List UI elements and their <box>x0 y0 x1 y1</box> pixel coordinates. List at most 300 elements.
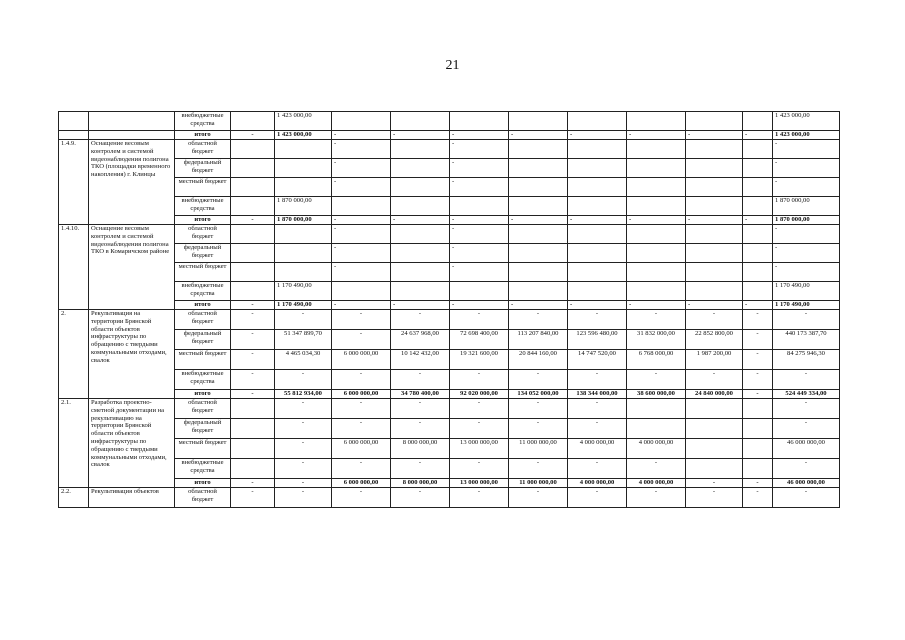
table-cell <box>743 439 773 459</box>
table-cell: 134 052 000,00 <box>509 390 568 399</box>
table-cell <box>743 282 773 301</box>
table-cell <box>332 197 391 216</box>
table-cell: - <box>743 330 773 350</box>
table-cell: - <box>332 131 391 140</box>
table-cell: - <box>450 301 509 310</box>
table-cell: - <box>686 301 743 310</box>
table-row <box>59 310 840 330</box>
table-cell: местный бюджет <box>175 350 231 370</box>
table-cell: 1 987 200,00 <box>686 350 743 370</box>
table-cell <box>743 140 773 159</box>
table-cell: - <box>686 479 743 488</box>
table-cell: - <box>391 399 450 419</box>
table-cell <box>231 159 275 178</box>
table-cell <box>332 112 391 131</box>
table-cell <box>275 140 332 159</box>
table-cell <box>627 140 686 159</box>
table-cell: - <box>450 419 509 439</box>
table-cell: - <box>743 370 773 390</box>
table-cell: - <box>332 370 391 390</box>
table-row <box>59 301 840 310</box>
table-cell: - <box>509 419 568 439</box>
table-cell: - <box>275 479 332 488</box>
table-cell: - <box>231 310 275 330</box>
table-cell <box>231 112 275 131</box>
table-cell: 51 347 899,70 <box>275 330 332 350</box>
sum-cell: 1 423 000,00 <box>773 131 840 140</box>
table-cell: - <box>686 310 743 330</box>
table-row <box>59 112 840 131</box>
table-cell <box>275 178 332 197</box>
table-cell <box>743 419 773 439</box>
table-cell: местный бюджет <box>175 263 231 282</box>
table-row <box>59 197 840 216</box>
table-cell: 24 637 968,00 <box>391 330 450 350</box>
table-cell <box>743 197 773 216</box>
total-label: итого <box>175 131 231 140</box>
table-cell: 138 344 000,00 <box>568 390 627 399</box>
table-cell: 4 000 000,00 <box>568 479 627 488</box>
table-cell <box>627 263 686 282</box>
table-row <box>59 159 840 178</box>
table-cell <box>686 419 743 439</box>
table-row <box>59 390 840 399</box>
table-cell: - <box>450 244 509 263</box>
table-cell: - <box>275 310 332 330</box>
table-row <box>59 282 840 301</box>
table-row <box>59 140 840 159</box>
table-cell: 22 852 800,00 <box>686 330 743 350</box>
table-cell: 72 698 400,00 <box>450 330 509 350</box>
item-number: 2.1. <box>59 399 89 488</box>
table-cell: - <box>391 459 450 479</box>
table-cell: внебюджетные средства <box>175 370 231 390</box>
table-cell <box>509 178 568 197</box>
table-cell <box>627 197 686 216</box>
table-cell: 4 465 034,30 <box>275 350 332 370</box>
table-cell: - <box>450 488 509 508</box>
table-cell <box>686 282 743 301</box>
table-cell: областной бюджет <box>175 225 231 244</box>
table-cell <box>231 197 275 216</box>
table-cell: - <box>509 310 568 330</box>
table-cell: - <box>332 225 391 244</box>
table-cell: - <box>332 244 391 263</box>
table-cell: - <box>568 310 627 330</box>
table-cell: - <box>332 159 391 178</box>
table-row <box>59 488 840 508</box>
table-cell: итого <box>175 390 231 399</box>
table-cell: 10 142 432,00 <box>391 350 450 370</box>
item-name: Разработка проектно-сметной документации на рекультивацию на территории Брянской области объектов инфраструктуры по обращению с твердыми коммунальными отходами, свалок <box>89 399 175 488</box>
table-cell: - <box>391 370 450 390</box>
table-cell: - <box>686 488 743 508</box>
table-cell <box>686 159 743 178</box>
table-cell <box>509 140 568 159</box>
table-cell: - <box>773 488 840 508</box>
table-cell <box>743 112 773 131</box>
table-cell: - <box>391 131 450 140</box>
table-cell: 92 020 000,00 <box>450 390 509 399</box>
table-cell <box>686 439 743 459</box>
table-cell: - <box>332 301 391 310</box>
table-cell: областной бюджет <box>175 140 231 159</box>
table-cell: 31 832 000,00 <box>627 330 686 350</box>
table-row <box>59 263 840 282</box>
table-cell: - <box>686 131 743 140</box>
table-cell <box>231 263 275 282</box>
table-cell <box>509 197 568 216</box>
table-cell <box>231 178 275 197</box>
table-cell: - <box>773 178 840 197</box>
table-cell: федеральный бюджет <box>175 159 231 178</box>
table-cell <box>231 140 275 159</box>
table-cell: 34 780 400,00 <box>391 390 450 399</box>
value-cell: 1 870 000,00 <box>275 216 332 225</box>
table-cell <box>450 112 509 131</box>
table-cell: - <box>509 488 568 508</box>
table-row <box>59 479 840 488</box>
table-cell: 20 844 160,00 <box>509 350 568 370</box>
table-cell <box>275 244 332 263</box>
table-cell <box>509 282 568 301</box>
table-cell: - <box>231 301 275 310</box>
table-cell <box>59 131 89 140</box>
item-number: 1.4.10. <box>59 225 89 310</box>
table-cell: - <box>743 488 773 508</box>
table-cell: - <box>450 399 509 419</box>
table-cell <box>568 244 627 263</box>
table-cell <box>231 225 275 244</box>
table-cell: - <box>509 216 568 225</box>
table-cell: - <box>332 140 391 159</box>
table-cell <box>627 282 686 301</box>
table-cell: 6 000 000,00 <box>332 350 391 370</box>
table-cell: - <box>509 301 568 310</box>
table-cell <box>231 459 275 479</box>
table-cell <box>231 282 275 301</box>
table-cell: - <box>231 350 275 370</box>
table-cell <box>686 112 743 131</box>
table-cell: - <box>275 488 332 508</box>
table-cell <box>743 399 773 419</box>
table-cell: - <box>568 459 627 479</box>
table-cell <box>686 399 743 419</box>
table-cell <box>391 140 450 159</box>
table-cell: - <box>509 370 568 390</box>
table-cell <box>391 197 450 216</box>
table-cell: - <box>332 178 391 197</box>
table-cell <box>627 178 686 197</box>
table-row <box>59 439 840 459</box>
table-row <box>59 225 840 244</box>
table-row <box>59 178 840 197</box>
table-cell: 46 000 000,00 <box>773 479 840 488</box>
table-cell <box>275 225 332 244</box>
table-cell: 55 812 934,00 <box>275 390 332 399</box>
table-cell <box>568 140 627 159</box>
table-cell: - <box>275 399 332 419</box>
table-cell <box>231 399 275 419</box>
table-cell: - <box>743 479 773 488</box>
table-cell <box>743 178 773 197</box>
table-cell <box>627 112 686 131</box>
table-cell: - <box>773 140 840 159</box>
table-cell <box>391 112 450 131</box>
table-row <box>59 216 840 225</box>
table-row <box>59 244 840 263</box>
table-cell: - <box>743 390 773 399</box>
table-cell: федеральный бюджет <box>175 244 231 263</box>
table-cell: 6 000 000,00 <box>332 390 391 399</box>
table-cell: - <box>627 459 686 479</box>
table-cell: областной бюджет <box>175 399 231 419</box>
sum-cell: 1 170 490,00 <box>773 282 840 301</box>
table-cell: - <box>773 399 840 419</box>
table-cell <box>231 419 275 439</box>
table-cell: - <box>231 488 275 508</box>
table-cell: - <box>332 216 391 225</box>
item-number: 1.4.9. <box>59 140 89 225</box>
table-cell <box>450 282 509 301</box>
table-cell <box>686 178 743 197</box>
table-cell: - <box>627 131 686 140</box>
table-cell: - <box>743 301 773 310</box>
table-cell: - <box>332 263 391 282</box>
table-cell: - <box>773 244 840 263</box>
table-row <box>59 399 840 419</box>
table-cell: - <box>391 216 450 225</box>
table-cell: 4 000 000,00 <box>627 479 686 488</box>
table-cell <box>627 225 686 244</box>
table-cell: - <box>568 488 627 508</box>
item-name: Оснащение весовым контролем и системой видеонаблюдения полигона ТКО (площадки временного накопления) г. Клинцы <box>89 140 175 225</box>
table-cell: - <box>332 488 391 508</box>
table-cell: - <box>773 459 840 479</box>
table-cell: - <box>568 370 627 390</box>
table-cell: 4 000 000,00 <box>627 439 686 459</box>
table-cell: - <box>231 479 275 488</box>
table-cell <box>627 244 686 263</box>
table-cell: - <box>568 216 627 225</box>
table-cell <box>391 178 450 197</box>
table-cell: - <box>773 159 840 178</box>
table-cell: областной бюджет <box>175 488 231 508</box>
table-cell <box>686 263 743 282</box>
table-cell: 11 000 000,00 <box>509 439 568 459</box>
value-cell: 1 423 000,00 <box>275 131 332 140</box>
item-name: Рекультивация на территории Брянской области объектов инфраструктуры по обращению с твердыми коммунальными отходами, свалок <box>89 310 175 399</box>
table-cell: итого <box>175 301 231 310</box>
table-cell: федеральный бюджет <box>175 330 231 350</box>
table-cell: - <box>773 310 840 330</box>
table-cell: - <box>391 301 450 310</box>
table-cell <box>568 225 627 244</box>
table-row <box>59 350 840 370</box>
table-cell: 11 000 000,00 <box>509 479 568 488</box>
table-cell: - <box>568 399 627 419</box>
table-cell: внебюджетные средства <box>175 197 231 216</box>
table-cell: - <box>332 399 391 419</box>
table-cell: местный бюджет <box>175 178 231 197</box>
table-cell: - <box>773 370 840 390</box>
table-cell: - <box>568 419 627 439</box>
source-label: внебюджетные средства <box>175 112 231 131</box>
table-cell: 4 000 000,00 <box>568 439 627 459</box>
table-cell: 46 000 000,00 <box>773 439 840 459</box>
table-cell: 13 000 000,00 <box>450 439 509 459</box>
table-cell: - <box>391 310 450 330</box>
table-cell: - <box>275 419 332 439</box>
table-cell: - <box>450 140 509 159</box>
table-cell <box>332 282 391 301</box>
table-cell: - <box>450 178 509 197</box>
table-cell: 6 000 000,00 <box>332 439 391 459</box>
table-row <box>59 330 840 350</box>
table-cell <box>509 225 568 244</box>
table-cell: 84 275 946,30 <box>773 350 840 370</box>
table-cell: - <box>231 330 275 350</box>
table-cell: - <box>686 216 743 225</box>
table-cell <box>89 131 175 140</box>
table-cell: - <box>332 330 391 350</box>
table-row <box>59 131 840 140</box>
table-cell <box>391 244 450 263</box>
table-cell: - <box>568 301 627 310</box>
table-cell <box>89 112 175 131</box>
table-cell: - <box>773 225 840 244</box>
table-cell: - <box>275 370 332 390</box>
table-cell: - <box>231 390 275 399</box>
table-row <box>59 370 840 390</box>
table-cell: местный бюджет <box>175 439 231 459</box>
value-cell: 1 423 000,00 <box>275 112 332 131</box>
budget-table <box>58 111 840 508</box>
table-cell: - <box>275 459 332 479</box>
table-cell: - <box>509 399 568 419</box>
table-cell: 6 000 000,00 <box>332 479 391 488</box>
table-cell <box>568 263 627 282</box>
value-cell: 1 170 490,00 <box>275 301 332 310</box>
table-cell: 19 321 600,00 <box>450 350 509 370</box>
table-cell: - <box>568 131 627 140</box>
table-cell: 13 000 000,00 <box>450 479 509 488</box>
item-number: 2. <box>59 310 89 399</box>
table-cell <box>231 244 275 263</box>
table-cell <box>231 439 275 459</box>
table-cell <box>743 263 773 282</box>
table-cell: - <box>743 310 773 330</box>
table-cell <box>391 263 450 282</box>
table-cell: - <box>509 131 568 140</box>
table-cell: - <box>450 225 509 244</box>
table-cell <box>450 197 509 216</box>
table-cell <box>509 112 568 131</box>
value-cell: 1 170 490,00 <box>275 282 332 301</box>
table-cell: 123 596 480,00 <box>568 330 627 350</box>
table-cell: - <box>627 488 686 508</box>
table-cell: - <box>627 216 686 225</box>
table-cell <box>568 197 627 216</box>
table-cell <box>509 263 568 282</box>
table-cell: 524 449 334,00 <box>773 390 840 399</box>
table-cell: - <box>773 263 840 282</box>
table-cell <box>568 178 627 197</box>
table-cell: - <box>509 459 568 479</box>
table-row <box>59 419 840 439</box>
table-cell <box>627 159 686 178</box>
table-cell: 38 600 000,00 <box>627 390 686 399</box>
table-cell <box>391 225 450 244</box>
table-cell <box>686 244 743 263</box>
table-cell <box>59 112 89 131</box>
table-cell: 8 000 000,00 <box>391 479 450 488</box>
item-name: Оснащение весовым контролем и системой видеонаблюдения полигона ТКО в Комаричском районе <box>89 225 175 310</box>
table-cell: - <box>450 459 509 479</box>
sum-cell: 1 170 490,00 <box>773 301 840 310</box>
table-cell: - <box>686 370 743 390</box>
table-cell: 14 747 520,00 <box>568 350 627 370</box>
table-cell: областной бюджет <box>175 310 231 330</box>
table-cell <box>686 225 743 244</box>
value-cell: 1 870 000,00 <box>275 197 332 216</box>
table-cell: федеральный бюджет <box>175 419 231 439</box>
table-cell: - <box>743 350 773 370</box>
table-cell <box>509 159 568 178</box>
table-cell: - <box>275 439 332 459</box>
table-cell: - <box>450 131 509 140</box>
table-cell: итого <box>175 479 231 488</box>
table-cell: итого <box>175 216 231 225</box>
table-cell: 6 768 000,00 <box>627 350 686 370</box>
page-number: 21 <box>445 58 460 73</box>
table-cell <box>743 159 773 178</box>
item-name: Рекультивация объектов <box>89 488 175 508</box>
table-cell: - <box>743 131 773 140</box>
table-cell: - <box>231 216 275 225</box>
table-cell: - <box>450 370 509 390</box>
table-cell <box>568 112 627 131</box>
table-cell: - <box>627 370 686 390</box>
sum-cell: 1 870 000,00 <box>773 216 840 225</box>
table-cell: - <box>773 419 840 439</box>
table-cell: 113 207 840,00 <box>509 330 568 350</box>
table-cell <box>275 159 332 178</box>
table-cell: - <box>332 310 391 330</box>
table-cell: - <box>231 131 275 140</box>
table-cell <box>743 459 773 479</box>
table-cell <box>686 140 743 159</box>
table-cell: - <box>450 159 509 178</box>
table-cell: - <box>450 310 509 330</box>
sum-cell: 1 870 000,00 <box>773 197 840 216</box>
table-cell: - <box>627 301 686 310</box>
table-cell: - <box>231 370 275 390</box>
item-number: 2.2. <box>59 488 89 508</box>
table-cell: - <box>391 488 450 508</box>
table-cell <box>391 159 450 178</box>
table-cell: внебюджетные средства <box>175 459 231 479</box>
table-cell <box>743 225 773 244</box>
table-cell: - <box>332 459 391 479</box>
sum-cell: 1 423 000,00 <box>773 112 840 131</box>
table-cell <box>568 159 627 178</box>
table-cell <box>391 282 450 301</box>
table-cell: - <box>627 310 686 330</box>
table-cell <box>568 282 627 301</box>
table-cell <box>686 197 743 216</box>
table-cell <box>275 263 332 282</box>
